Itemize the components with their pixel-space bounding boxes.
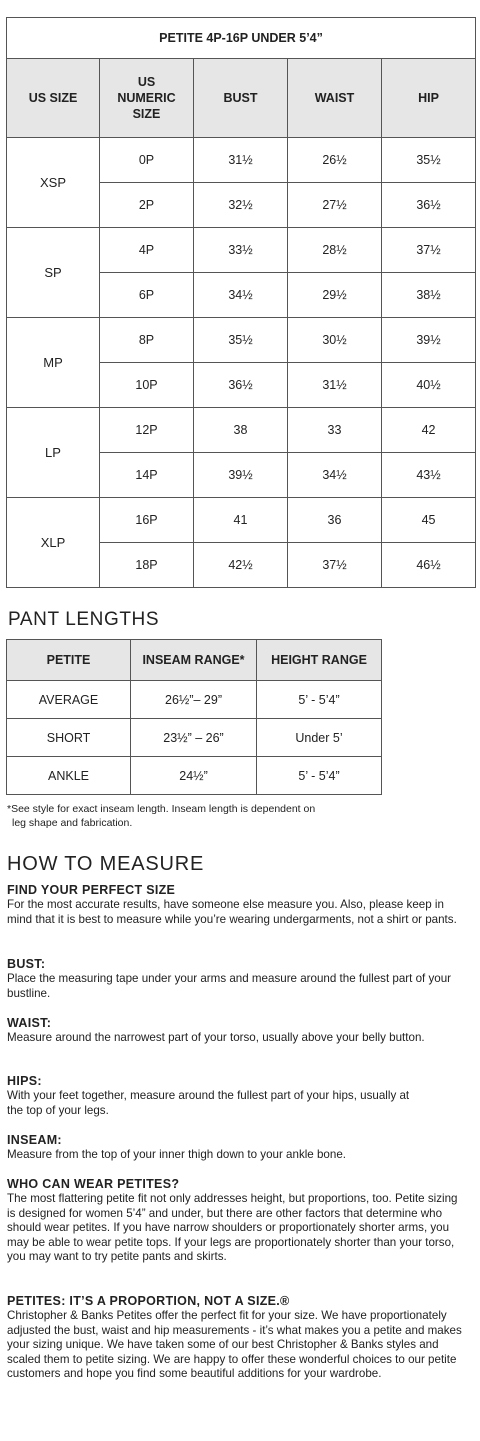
table-row — [7, 498, 476, 543]
header-hip: HIP — [382, 59, 476, 138]
header-inseam-range: INSEAM RANGE* — [131, 640, 257, 681]
height-cell: Under 5’ — [257, 719, 382, 757]
waist-cell: 28½ — [288, 228, 382, 273]
numeric-size-cell: 8P — [100, 318, 194, 363]
waist-cell: 37½ — [288, 543, 382, 588]
size-group-label: XSP — [7, 138, 100, 228]
section-heading: FIND YOUR PERFECT SIZE — [7, 883, 176, 897]
inseam-footnote-line1: *See style for exact inseam length. Inseam length is dependent on — [7, 803, 316, 815]
section-text: Measure from the top of your inner thigh down to your ankle bone. — [7, 1148, 346, 1161]
waist-cell: 30½ — [288, 318, 382, 363]
numeric-size-cell: 6P — [100, 273, 194, 318]
bust-cell: 35½ — [194, 318, 288, 363]
section-petites-proportion — [7, 1294, 469, 1382]
numeric-size-cell: 2P — [100, 183, 194, 228]
hip-cell: 45 — [382, 498, 476, 543]
pant-lengths-table — [6, 639, 382, 795]
bust-cell: 36½ — [194, 363, 288, 408]
size-chart-title: PETITE 4P-16P UNDER 5’4” — [7, 18, 476, 59]
section-heading: PETITES: IT’S A PROPORTION, NOT A SIZE.® — [7, 1294, 290, 1308]
header-us-numeric-size-label: US NUMERIC SIZE — [117, 75, 176, 121]
waist-cell: 33 — [288, 408, 382, 453]
hip-cell: 40½ — [382, 363, 476, 408]
petite-cell: SHORT — [7, 719, 131, 757]
numeric-size-cell: 18P — [100, 543, 194, 588]
numeric-size-cell: 4P — [100, 228, 194, 273]
header-petite: PETITE — [7, 640, 131, 681]
inseam-cell: 23½” – 26” — [131, 719, 257, 757]
pant-lengths-title: PANT LENGTHS — [8, 609, 160, 630]
table-row — [7, 318, 476, 363]
hip-cell: 35½ — [382, 138, 476, 183]
waist-cell: 36 — [288, 498, 382, 543]
inseam-footnote-line2: leg shape and fabrication. — [12, 817, 133, 829]
table-row — [7, 757, 382, 795]
section-text: With your feet together, measure around the fullest part of your hips, usually at the top of your legs. — [7, 1089, 410, 1117]
bust-cell: 39½ — [194, 453, 288, 498]
size-chart-header-row — [7, 59, 476, 138]
table-row — [7, 408, 476, 453]
section-text: Measure around the narrowest part of your torso, usually above your belly button. — [7, 1031, 425, 1044]
waist-cell: 27½ — [288, 183, 382, 228]
inseam-cell: 26½”– 29” — [131, 681, 257, 719]
section-waist — [7, 1016, 469, 1046]
section-who-can-wear-petites — [7, 1177, 469, 1265]
hip-cell: 46½ — [382, 543, 476, 588]
section-hips — [7, 1074, 469, 1118]
inseam-cell: 24½” — [131, 757, 257, 795]
bust-cell: 41 — [194, 498, 288, 543]
table-row — [7, 138, 476, 183]
numeric-size-cell: 14P — [100, 453, 194, 498]
size-group-label: MP — [7, 318, 100, 408]
section-inseam — [7, 1133, 469, 1163]
numeric-size-cell: 12P — [100, 408, 194, 453]
hip-cell: 43½ — [382, 453, 476, 498]
section-heading: WHO CAN WEAR PETITES? — [7, 1177, 180, 1191]
how-to-measure-title: HOW TO MEASURE — [7, 853, 205, 875]
bust-cell: 32½ — [194, 183, 288, 228]
waist-cell: 26½ — [288, 138, 382, 183]
table-row — [7, 719, 382, 757]
section-find-your-perfect-size — [7, 883, 469, 927]
hip-cell: 39½ — [382, 318, 476, 363]
size-group-label: XLP — [7, 498, 100, 588]
hip-cell: 42 — [382, 408, 476, 453]
bust-cell: 42½ — [194, 543, 288, 588]
height-cell: 5’ - 5’4” — [257, 681, 382, 719]
header-bust: BUST — [194, 59, 288, 138]
header-waist: WAIST — [288, 59, 382, 138]
section-heading: INSEAM: — [7, 1133, 62, 1147]
section-text: For the most accurate results, have someone else measure you. Also, please keep in mind that it is best to measure while you’re wearing undergarments, not a shirt or pants. — [7, 898, 457, 926]
section-text: Place the measuring tape under your arms and measure around the fullest part of your bustline. — [7, 972, 452, 1000]
size-chart-table — [6, 17, 476, 588]
numeric-size-cell: 0P — [100, 138, 194, 183]
petite-cell: AVERAGE — [7, 681, 131, 719]
waist-cell: 31½ — [288, 363, 382, 408]
inseam-footnote — [7, 802, 367, 830]
hip-cell: 36½ — [382, 183, 476, 228]
header-height-range: HEIGHT RANGE — [257, 640, 382, 681]
section-heading: BUST: — [7, 957, 46, 971]
table-row — [7, 228, 476, 273]
header-us-size: US SIZE — [7, 59, 100, 138]
section-bust — [7, 957, 469, 1001]
section-text: Christopher & Banks Petites offer the perfect fit for your size. We have proportionately adjusted the bust, waist and hip measurements - it’s what makes you a petite and makes your sizing unique. We have taken some of our best Christopher & Banks styles and scaled them to petite sizing. We are happy to offer these wonderful choices to our petite customers and hope you find some beautiful additions for your wardrobe. — [7, 1309, 462, 1381]
numeric-size-cell: 10P — [100, 363, 194, 408]
bust-cell: 31½ — [194, 138, 288, 183]
bust-cell: 33½ — [194, 228, 288, 273]
section-heading: HIPS: — [7, 1074, 42, 1088]
size-group-label: SP — [7, 228, 100, 318]
waist-cell: 29½ — [288, 273, 382, 318]
header-us-numeric-size — [100, 59, 194, 138]
hip-cell: 37½ — [382, 228, 476, 273]
bust-cell: 34½ — [194, 273, 288, 318]
height-cell: 5’ - 5’4” — [257, 757, 382, 795]
section-text: The most flattering petite fit not only addresses height, but proportions, too. Petite sizing is designed for women 5’4” and under, but there are other factors that determine who should wear petites. If you have narrow shoulders or proportionately shorter arms, you may be able to wear petite tops. If your legs are proportionately shorter than your torso, you may want to try petite pants and skirts. — [7, 1192, 458, 1264]
size-group-label: LP — [7, 408, 100, 498]
petite-cell: ANKLE — [7, 757, 131, 795]
numeric-size-cell: 16P — [100, 498, 194, 543]
bust-cell: 38 — [194, 408, 288, 453]
section-heading: WAIST: — [7, 1016, 52, 1030]
pant-header-row — [7, 640, 382, 681]
waist-cell: 34½ — [288, 453, 382, 498]
hip-cell: 38½ — [382, 273, 476, 318]
table-row — [7, 681, 382, 719]
